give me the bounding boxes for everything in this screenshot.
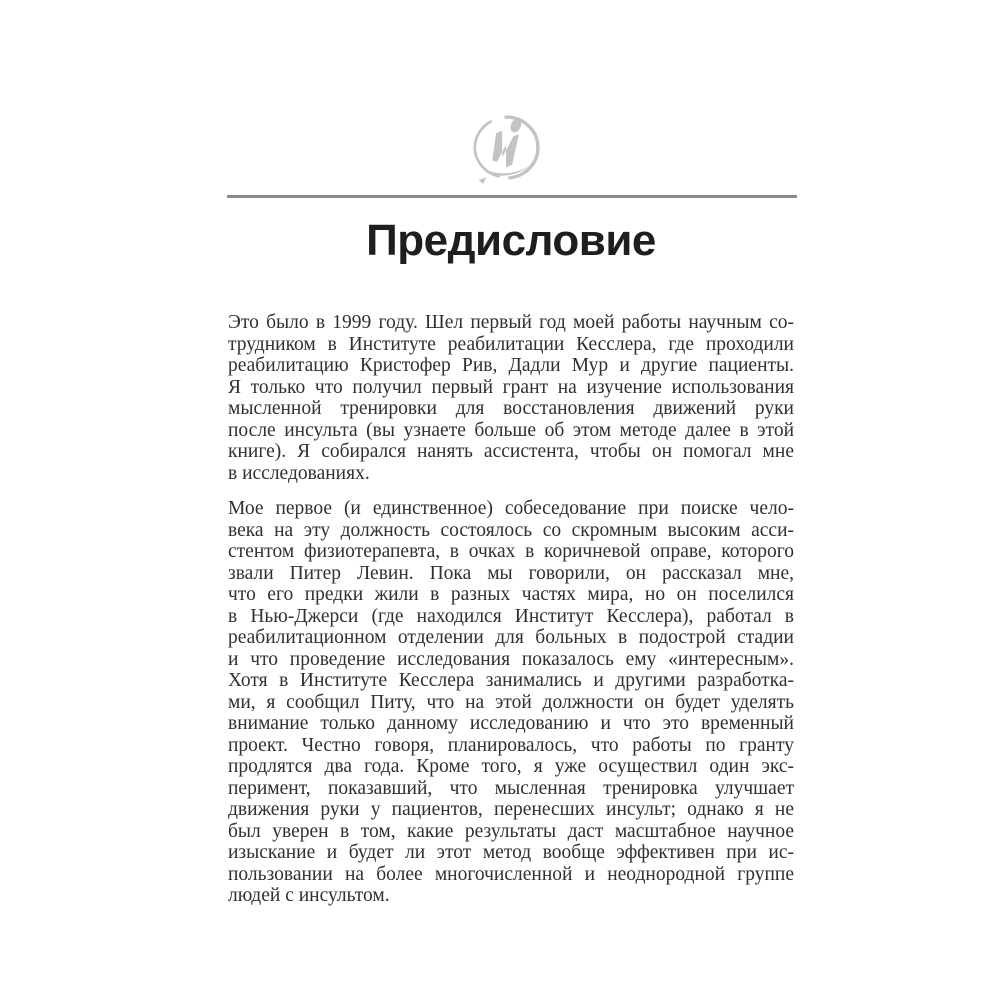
paragraph: [228, 312, 794, 484]
publisher-logo: [468, 110, 544, 194]
text-line: движения руки у пациентов, перенесших инсульт; однако я не: [228, 799, 794, 820]
text-line: в исследованиях.: [228, 462, 370, 484]
text-line: мысленной тренировки для восстановления движений руки: [228, 398, 794, 419]
text-line: реабилитацию Кристофер Рив, Дадли Мур и другие пациенты.: [228, 355, 794, 376]
text-line: что его предки жили в разных частях мира, но он поселился: [228, 584, 794, 605]
text-line: века на эту должность состоялось со скромным высоким асси-: [228, 519, 794, 541]
text-line: стентом физиотерапевта, в очках в коричневой оправе, которого: [228, 541, 794, 562]
section-divider: [227, 195, 797, 198]
text-line: трудником в Институте реабилитации Кесслера, где проходили: [228, 333, 794, 355]
paragraph: [228, 498, 794, 907]
text-line: внимание только данному исследованию и что это временный: [228, 713, 794, 734]
text-line: продлятся два года. Кроме того, я уже осуществил один экс-: [228, 756, 794, 777]
text-line: ми, я сообщил Питу, что на этой должности он будет уделять: [228, 691, 794, 713]
text-line: реабилитационном отделении для больных в подострой стадии: [228, 627, 794, 648]
text-line: проект. Честно говоря, планировалось, что работы по гранту: [228, 734, 794, 756]
body-text: [228, 312, 794, 907]
text-line: изыскание и будет ли этот метод вообще эффективен при ис-: [228, 842, 794, 863]
text-line: Это было в 1999 году. Шел первый год моей работы научным со-: [228, 312, 794, 333]
text-line: в Нью-Джерси (где находился Институт Кесслера), работал в: [228, 605, 794, 627]
text-line: Мое первое (и единственное) собеседование при поиске чело-: [228, 498, 794, 519]
text-line: Хотя в Институте Кесслера занимались и другими разработка-: [228, 670, 794, 691]
text-line: Я только что получил первый грант на изучение использования: [228, 376, 794, 398]
text-line: пользовании на более многочисленной и неоднородной группе: [228, 863, 794, 885]
text-line: и что проведение исследования показалось ему «интересным».: [228, 648, 794, 670]
text-line: людей с инсультом.: [228, 885, 390, 906]
text-line: звали Питер Левин. Пока мы говорили, он рассказал мне,: [228, 562, 794, 584]
text-line: был уверен в том, какие результаты даст масштабное научное: [228, 820, 794, 842]
text-line: после инсульта (вы узнаете больше об этом методе далее в этой: [228, 419, 794, 441]
chapter-title: Предисловие: [366, 216, 656, 265]
text-line: перимент, показавший, что мысленная тренировка улучшает: [228, 777, 794, 799]
text-line: книге). Я собирался нанять ассистента, чтобы он помогал мне: [228, 441, 794, 462]
publisher-monogram-n-icon: [468, 110, 544, 194]
